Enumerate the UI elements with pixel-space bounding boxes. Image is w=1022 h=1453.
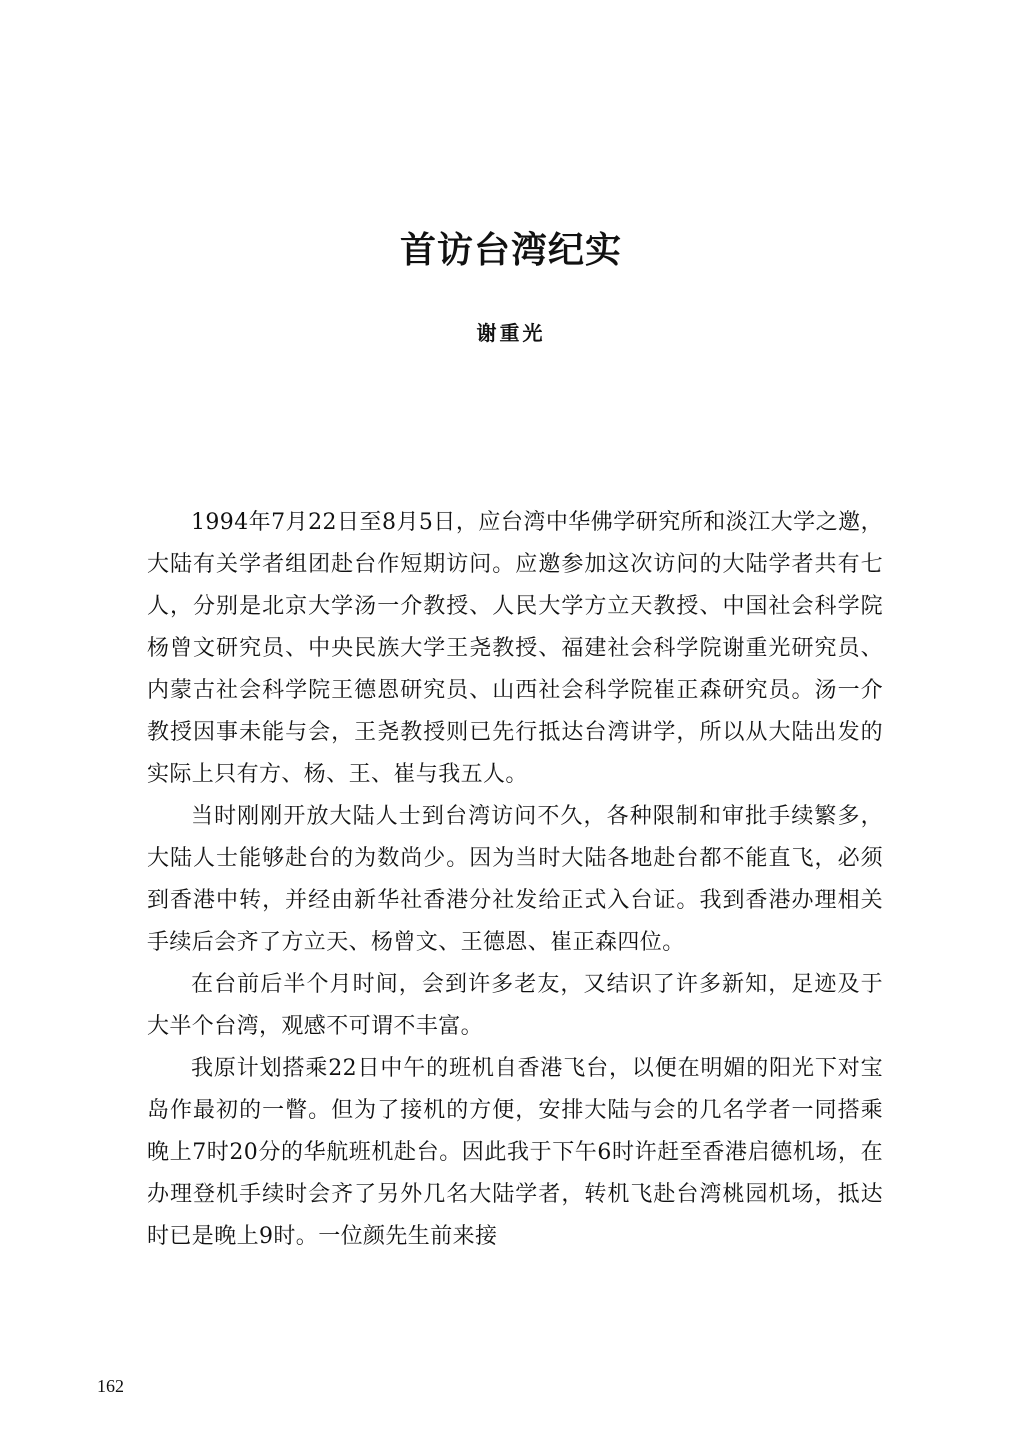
page-number: 162 xyxy=(97,1376,124,1396)
article-title: 首访台湾纪实 xyxy=(399,229,622,271)
article-author: 谢重光 xyxy=(476,321,546,345)
body-paragraph: 在台前后半个月时间，会到许多老友，又结识了许多新知，足迹及于大半个台湾，观感不可谓不丰富。 xyxy=(147,972,883,1039)
body-paragraph: 当时刚刚开放大陆人士到台湾访问不久，各种限制和审批手续繁多，大陆人士能够赴台的为数尚少。因为当时大陆各地赴台都不能直飞，必须到香港中转，并经由新华社香港分社发给正式入台证。我到香港办理相关手续后会齐了方立天、杨曾文、王德恩、崔正森四位。 xyxy=(147,804,883,955)
body-paragraph: 1994年7月22日至8月5日，应台湾中华佛学研究所和淡江大学之邀，大陆有关学者组团赴台作短期访问。应邀参加这次访问的大陆学者共有七人，分别是北京大学汤一介教授、人民大学方立天教授、中国社会科学院杨曾文研究员、中央民族大学王尧教授、福建社会科学院谢重光研究员、内蒙古社会科学院王德恩研究员、山西社会科学院崔正森研究员。汤一介教授因事未能与会，王尧教授则已先行抵达台湾讲学，所以从大陆出发的实际上只有方、杨、王、崔与我五人。 xyxy=(147,510,883,787)
article-body xyxy=(147,502,883,1258)
body-paragraph: 我原计划搭乘22日中午的班机自香港飞台，以便在明媚的阳光下对宝岛作最初的一瞥。但为了接机的方便，安排大陆与会的几名学者一同搭乘晚上7时20分的华航班机赴台。因此我于下午6时许赶至香港启德机场，在办理登机手续时会齐了另外几名大陆学者，转机飞赴台湾桃园机场，抵达时已是晚上9时。一位颜先生前来接 xyxy=(147,1056,883,1249)
